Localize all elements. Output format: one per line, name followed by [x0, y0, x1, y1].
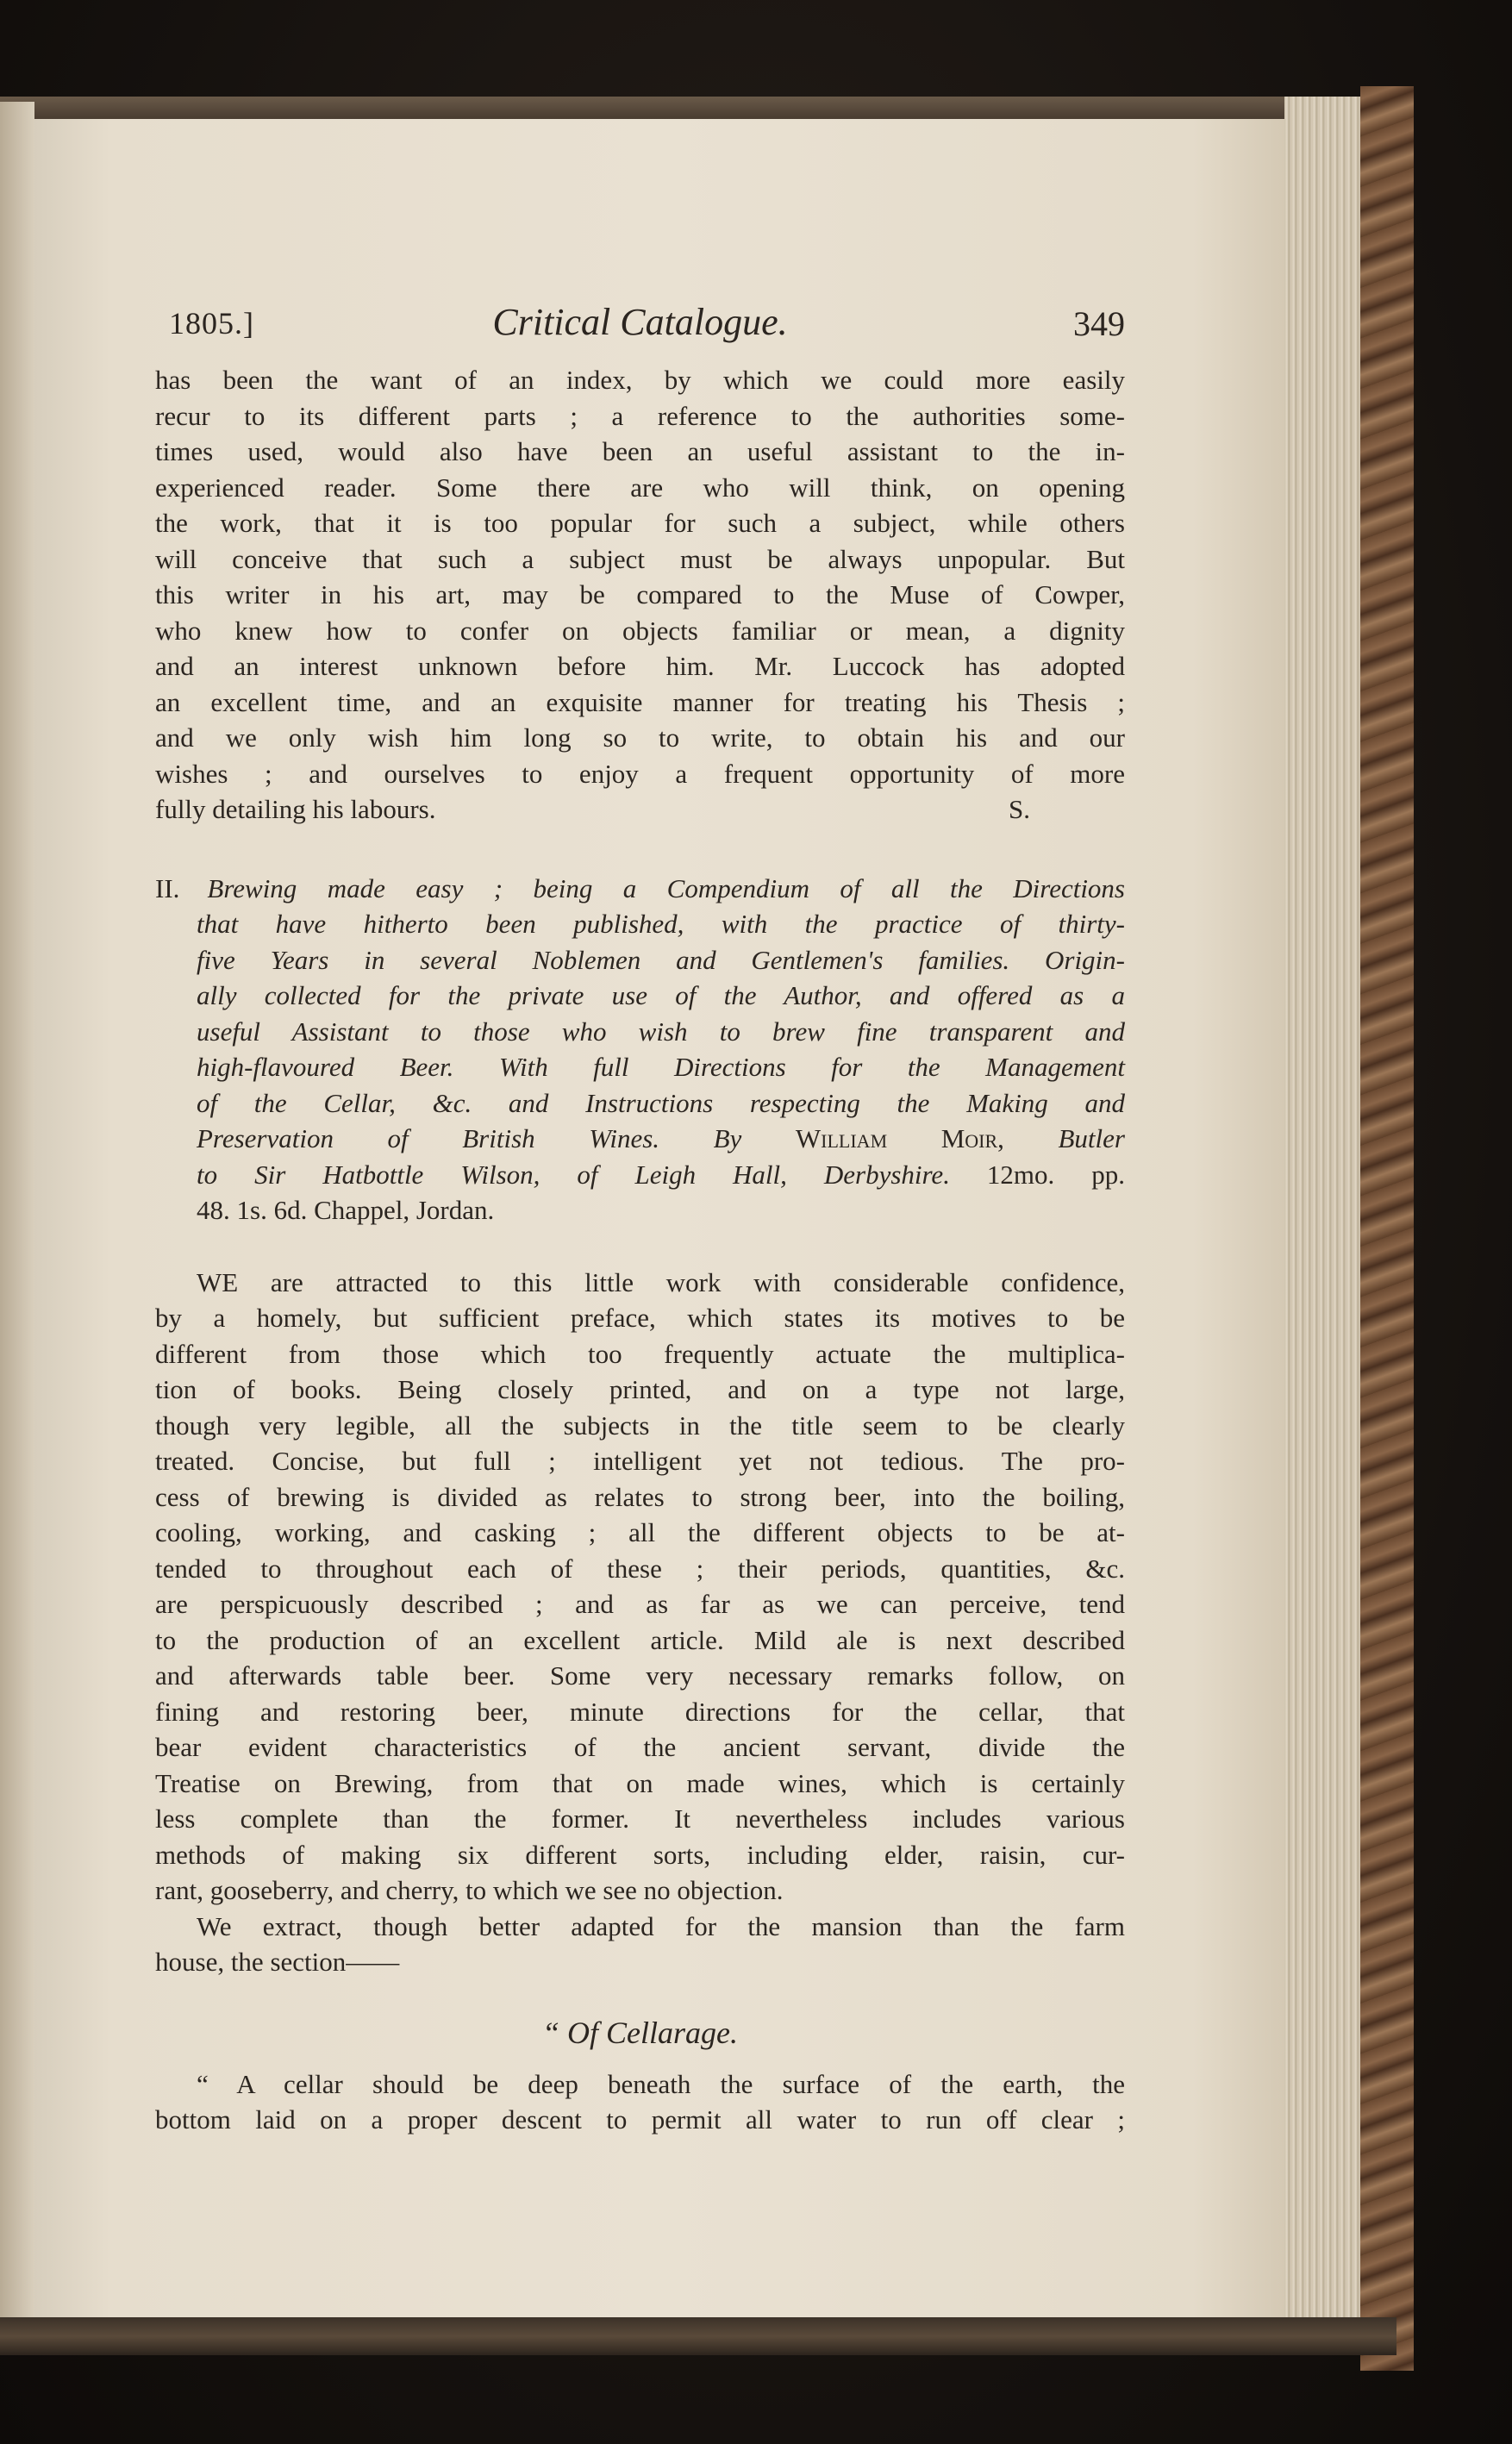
intro-paragraph	[155, 362, 1125, 828]
text-line: though very legible, all the subjects in the title seem to be clearly	[155, 1410, 1125, 1441]
text-line: will conceive that such a subject must be always unpopular. But	[155, 543, 1125, 574]
text-line: bottom laid on a proper descent to permit all water to run off clear ;	[155, 2104, 1125, 2135]
entry-line	[155, 871, 1125, 907]
entry-author: William Moir,	[795, 1123, 1004, 1153]
entry-line-text: Preservation of British Wines. By	[197, 1123, 742, 1153]
text-line: and afterwards table beer. Some very necessary remarks follow, on	[155, 1660, 1125, 1691]
page-content	[155, 293, 1125, 2138]
quoted-paragraph	[155, 2066, 1125, 2138]
review-paragraph	[155, 1265, 1125, 1980]
text-line: cooling, working, and casking ; all the different objects to be at-	[155, 1517, 1125, 1547]
entry-line	[155, 1157, 1125, 1193]
text-line: Treatise on Brewing, from that on made wines, which is certainly	[155, 1767, 1125, 1798]
entry-line: that have hitherto been published, with the practice of thirty-	[197, 909, 1125, 939]
text-line: house, the section——	[155, 1947, 400, 1977]
review-signature: S.	[1009, 794, 1030, 824]
entry-line: of the Cellar, &c. and Instructions respecting the Making and	[197, 1087, 1125, 1118]
marbled-cover	[1360, 86, 1414, 2371]
running-head-title: Critical Catalogue.	[492, 301, 788, 343]
text-line: We extract, though better adapted for the mansion than the farm	[197, 1910, 1125, 1941]
text-line: the work, that it is too popular for such a subject, while others	[155, 508, 1125, 538]
text-line: tended to throughout each of these ; their periods, quantities, &c.	[155, 1553, 1125, 1584]
text-line: different from those which too frequently actuate the multiplica-	[155, 1338, 1125, 1369]
entry-line	[155, 1121, 1125, 1157]
running-head-year: 1805.]	[169, 306, 254, 341]
text-line: an excellent time, and an exquisite manner for treating his Thesis ;	[155, 686, 1125, 717]
entry-price-line: 48. 1s. 6d. Chappel, Jordan.	[197, 1195, 495, 1225]
text-line: methods of making six different sorts, including elder, raisin, cur-	[155, 1839, 1125, 1870]
text-line: tion of books. Being closely printed, and on a type not large,	[155, 1374, 1125, 1404]
book-bottom-edge	[0, 2317, 1396, 2355]
entry-line: five Years in several Noblemen and Gentlemen's families. Origin-	[197, 944, 1125, 975]
entry-title: Brewing made easy ; being a Compendium of all the Directions	[207, 872, 1125, 903]
facing-page-edge	[0, 102, 34, 2352]
entry-line: ally collected for the private use of the Author, and offered as a	[197, 980, 1125, 1010]
text-line: recur to its different parts ; a reference to the authorities some-	[155, 400, 1125, 431]
running-head	[155, 293, 1125, 355]
text-line: WE are attracted to this little work with considerable confidence,	[197, 1266, 1125, 1297]
entry-author-role: Butler	[1058, 1123, 1125, 1153]
section-heading: “ Of Cellarage.	[541, 2015, 738, 2050]
text-line: “ A cellar should be deep beneath the surface of the earth, the	[197, 2068, 1125, 2099]
text-line-content: fully detailing his labours.	[155, 794, 436, 824]
text-line	[155, 791, 1125, 828]
text-line: to the production of an excellent article. Mild ale is next described	[155, 1624, 1125, 1655]
text-line: rant, gooseberry, and cherry, to which we see no objection.	[155, 1875, 784, 1905]
text-line: times used, would also have been an useful assistant to the in-	[155, 436, 1125, 466]
text-line: fining and restoring beer, minute directions for the cellar, that	[155, 1696, 1125, 1727]
text-line: by a homely, but sufficient preface, which states its motives to be	[155, 1303, 1125, 1333]
catalogue-entry	[155, 871, 1125, 1228]
text-line: and we only wish him long so to write, to obtain his and our	[155, 722, 1125, 753]
text-line: and an interest unknown before him. Mr. Luccock has adopted	[155, 651, 1125, 681]
entry-number: II.	[155, 872, 180, 903]
text-line: treated. Concise, but full ; intelligent yet not tedious. The pro-	[155, 1446, 1125, 1476]
text-line: experienced reader. Some there are who will think, on opening	[155, 472, 1125, 503]
page-number: 349	[1073, 304, 1125, 343]
text-line: wishes ; and ourselves to enjoy a frequent opportunity of more	[155, 758, 1125, 789]
text-line: less complete than the former. It nevertheless includes various	[155, 1803, 1125, 1834]
entry-format: 12mo. pp.	[986, 1159, 1125, 1190]
text-line: has been the want of an index, by which we could more easily	[155, 365, 1125, 395]
text-line: cess of brewing is divided as relates to strong beer, into the boiling,	[155, 1481, 1125, 1512]
text-line: are perspicuously described ; and as far as we can perceive, tend	[155, 1589, 1125, 1619]
entry-line-text: to Sir Hatbottle Wilson, of Leigh Hall, Derbyshire.	[197, 1159, 950, 1190]
page-stack-edge	[1284, 97, 1362, 2355]
entry-line: high-flavoured Beer. With full Directions for the Management	[197, 1052, 1125, 1082]
text-line: this writer in his art, may be compared to the Muse of Cowper,	[155, 579, 1125, 609]
entry-line: useful Assistant to those who wish to brew fine transparent and	[197, 1016, 1125, 1047]
text-line: who knew how to confer on objects familiar or mean, a dignity	[155, 615, 1125, 646]
text-line: bear evident characteristics of the ancient servant, divide the	[155, 1732, 1125, 1762]
